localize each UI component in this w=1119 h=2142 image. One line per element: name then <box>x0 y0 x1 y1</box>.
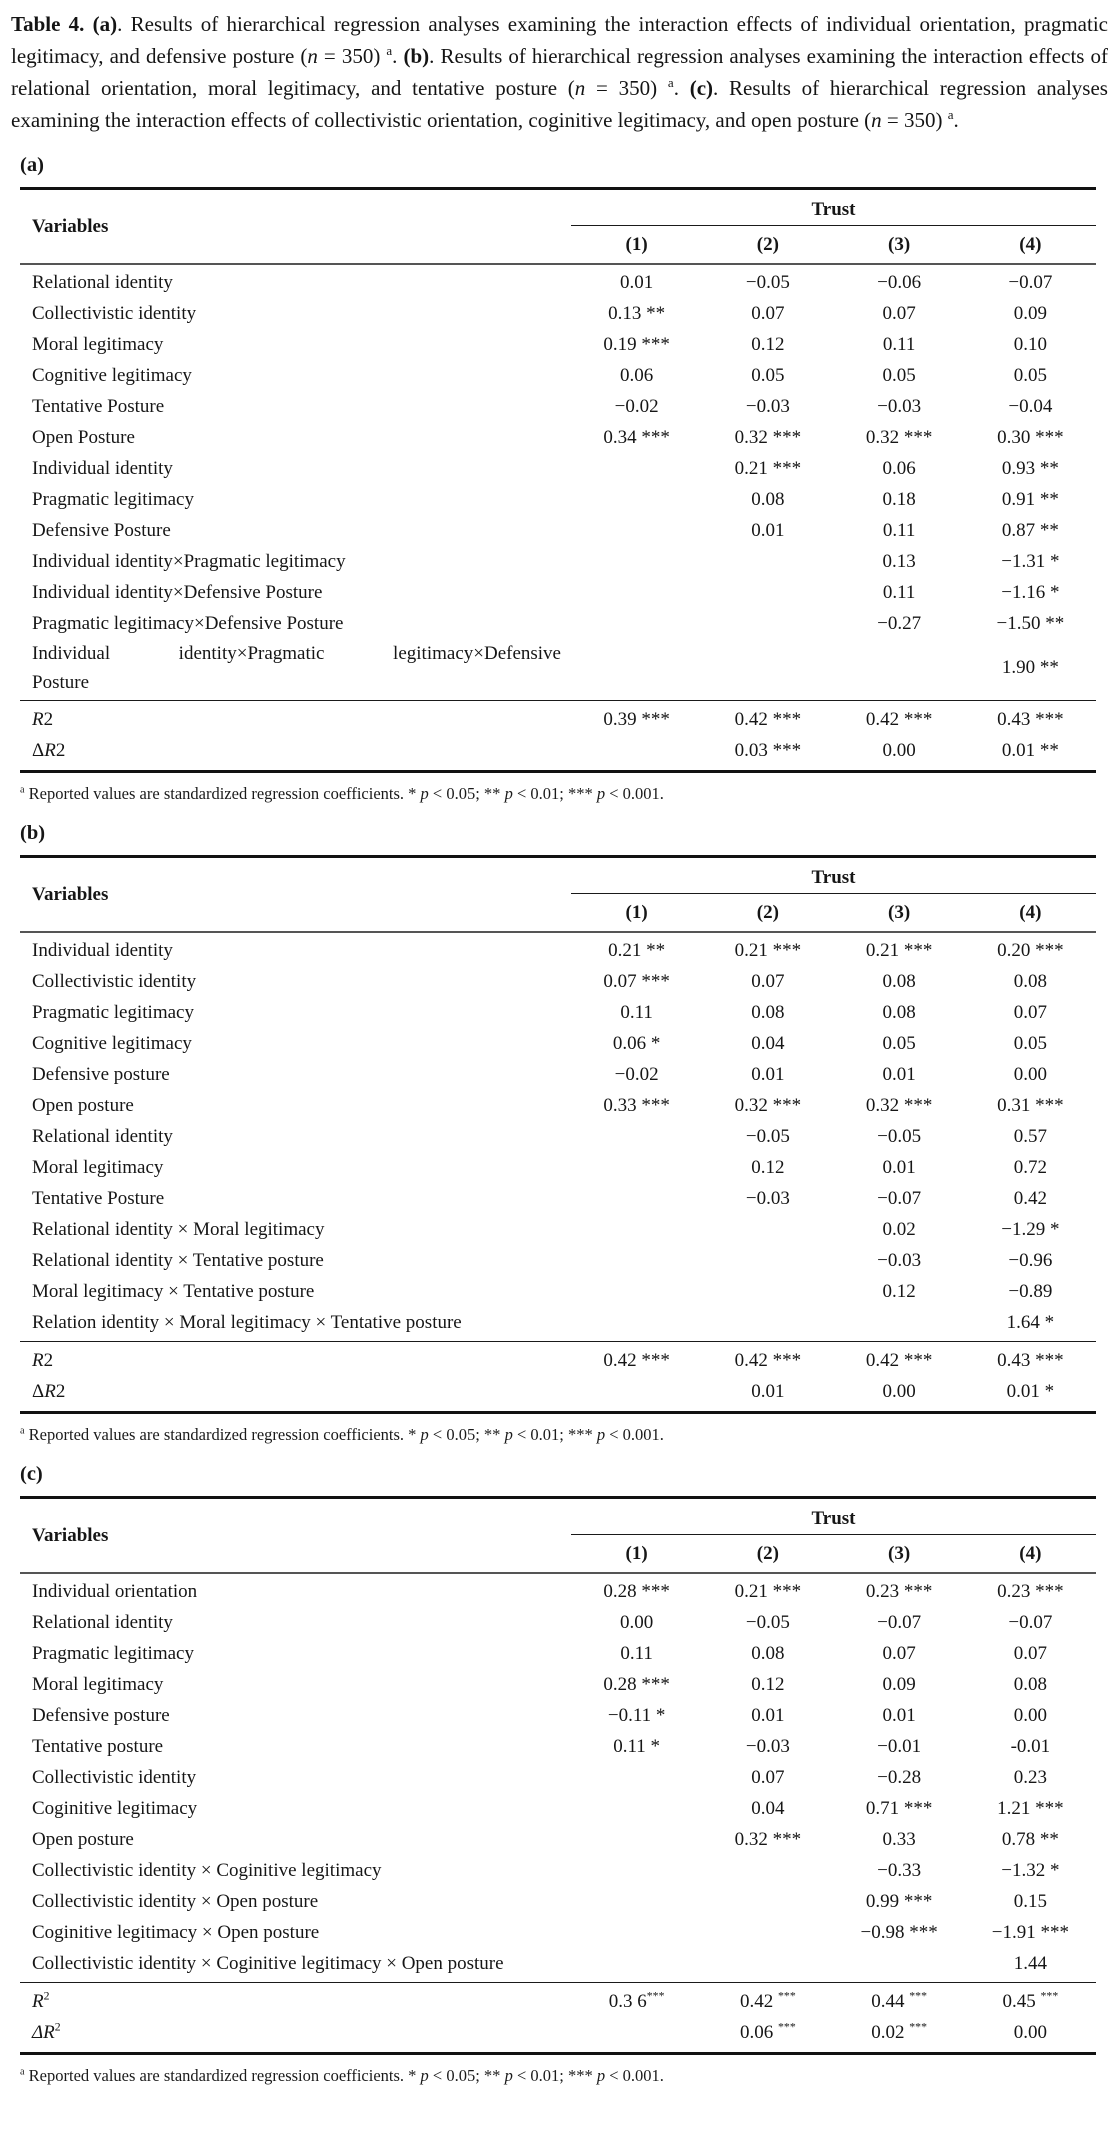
stat-value-cell: 0.39 *** <box>603 708 670 730</box>
table-row <box>20 267 1096 298</box>
variable-label: Individual identity×Pragmatic legitimacy <box>32 550 346 572</box>
stat-value-cell: 0.45 *** <box>1002 1989 1059 2012</box>
coefficient-cell: 0.11 <box>620 1642 653 1664</box>
coefficient-cell: 0.23 <box>1013 1766 1047 1788</box>
coefficient-cell: 0.33 <box>882 1828 916 1850</box>
variable-label: Collectivistic identity × Open posture <box>32 1890 319 1912</box>
variable-label: Relation identity × Moral legitimacy × Tentative posture <box>32 1311 462 1333</box>
variables-column-header: Variables <box>32 883 109 905</box>
model-column-headers <box>571 226 1096 263</box>
table-row <box>20 639 1096 697</box>
variable-label: Pragmatic legitimacy×Defensive Posture <box>32 612 344 634</box>
table-row <box>20 1214 1096 1245</box>
variable-label: Coginitive legitimacy × Open posture <box>32 1921 320 1943</box>
coefficient-cell: −0.05 <box>877 1125 922 1147</box>
table-row <box>20 935 1096 966</box>
table-row <box>20 453 1096 484</box>
coefficient-cell: −0.89 <box>1008 1280 1053 1302</box>
table-row <box>20 484 1096 515</box>
table-c-stats <box>20 1982 1096 2052</box>
variable-label: Individual orientation <box>32 1580 198 1602</box>
trust-group-header: Trust <box>811 1508 856 1529</box>
model-3-header: (3) <box>888 1542 911 1564</box>
table-row <box>20 997 1096 1028</box>
coefficient-cell: −1.50 ** <box>996 612 1065 634</box>
coefficient-cell: 0.31 *** <box>997 1094 1064 1116</box>
variable-label: Defensive posture <box>32 1704 170 1726</box>
stat-label: ΔR2 <box>32 739 66 761</box>
coefficient-cell: 0.23 *** <box>997 1580 1064 1602</box>
stat-label: $\Delta R^2$ <box>32 2020 61 2043</box>
model-column-headers <box>571 894 1096 931</box>
coefficient-cell: 0.04 <box>751 1032 785 1054</box>
variable-label: Open posture <box>32 1828 134 1850</box>
coefficient-cell: 0.91 ** <box>1001 488 1059 510</box>
coefficient-cell: 0.05 <box>882 1032 916 1054</box>
stat-value-cell: 0.00 <box>882 739 916 761</box>
coefficient-cell: 0.21 *** <box>734 457 802 479</box>
stat-value-cell: 0.43 *** <box>997 708 1064 730</box>
stat-value-cell: 0.3 6*** <box>608 1989 665 2012</box>
variable-label: Cognitive legitimacy <box>32 1032 192 1054</box>
variable-label: Individual identity <box>32 939 173 961</box>
table-row <box>20 1731 1096 1762</box>
coefficient-cell: 0.11 <box>620 1001 653 1023</box>
coefficient-cell: 0.32 *** <box>734 1094 802 1116</box>
variables-column-header: Variables <box>32 215 109 237</box>
coefficient-cell: 0.01 <box>751 519 785 541</box>
coefficient-cell: 0.05 <box>1013 1032 1047 1054</box>
table-row <box>20 546 1096 577</box>
variable-label: Pragmatic legitimacy <box>32 1642 194 1664</box>
coefficient-cell: −1.32 * <box>1001 1859 1060 1881</box>
variable-label: Relational identity × Moral legitimacy <box>32 1218 325 1240</box>
coefficient-cell: 0.13 ** <box>608 302 666 324</box>
coefficient-cell: 0.23 *** <box>865 1580 933 1602</box>
table-a-stats <box>20 700 1096 770</box>
coefficient-cell: 0.21 *** <box>734 1580 802 1602</box>
variable-label: Collectivistic identity × Coginitive legitimacy <box>32 1859 382 1881</box>
stat-value-cell: 0.43 *** <box>997 1349 1064 1371</box>
stat-label: ΔR2 <box>32 1380 66 1402</box>
coefficient-cell: 0.08 <box>882 970 916 992</box>
table-row <box>20 422 1096 453</box>
coefficient-cell: −0.03 <box>745 1187 790 1209</box>
model-1-header: (1) <box>625 1542 648 1564</box>
model-1-header: (1) <box>625 901 648 923</box>
coefficient-cell: −0.03 <box>745 1735 790 1757</box>
table-row <box>20 1152 1096 1183</box>
coefficient-cell: 0.07 <box>751 1766 785 1788</box>
coefficient-cell: 0.08 <box>882 1001 916 1023</box>
trust-group <box>571 190 1096 263</box>
stat-value-cell: 0.00 <box>1013 2021 1047 2043</box>
coefficient-cell: −1.91 *** <box>991 1921 1069 1943</box>
table-row <box>20 1669 1096 1700</box>
section-a-label: (a) <box>20 154 44 176</box>
model-3-header: (3) <box>888 233 911 255</box>
table-a-header <box>20 190 1096 265</box>
coefficient-cell: 0.09 <box>882 1673 916 1695</box>
coefficient-cell: 0.05 <box>1013 364 1047 386</box>
coefficient-cell: 0.15 <box>1013 1890 1047 1912</box>
coefficient-cell: 0.30 *** <box>997 426 1064 448</box>
coefficient-cell: 0.00 <box>620 1611 654 1633</box>
coefficient-cell: −1.31 * <box>1001 550 1060 572</box>
coefficient-cell: 0.87 ** <box>1001 519 1059 541</box>
coefficient-cell: −0.05 <box>745 1125 790 1147</box>
table-row <box>20 1762 1096 1793</box>
coefficient-cell: 0.00 <box>1013 1704 1047 1726</box>
coefficient-cell: 1.90 ** <box>1001 657 1059 678</box>
coefficient-cell: 0.06 <box>620 364 654 386</box>
variable-label: Open Posture <box>32 426 135 448</box>
trust-group-header: Trust <box>811 867 856 888</box>
coefficient-cell: 0.11 <box>882 333 916 355</box>
table-row <box>20 1276 1096 1307</box>
coefficient-cell: 0.01 <box>882 1704 916 1726</box>
coefficient-cell: −0.07 <box>1008 271 1053 293</box>
coefficient-cell: 0.12 <box>751 1156 785 1178</box>
variable-label: Relational identity <box>32 1611 173 1633</box>
coefficient-cell: 0.07 <box>1013 1001 1047 1023</box>
coefficient-cell: 0.78 ** <box>1001 1828 1059 1850</box>
coefficient-cell: 0.21 ** <box>608 939 666 961</box>
coefficient-cell: 0.01 <box>751 1063 785 1085</box>
coefficient-cell: 1.44 <box>1013 1952 1047 1974</box>
coefficient-cell: 0.32 *** <box>865 426 933 448</box>
table-row <box>20 360 1096 391</box>
model-1-header: (1) <box>625 233 648 255</box>
table-row <box>20 1886 1096 1917</box>
variable-label: Individual identity×Pragmatic legitimacy×Defensive Posture <box>32 643 561 693</box>
table-row <box>20 1090 1096 1121</box>
regression-table-c <box>20 1496 1096 2055</box>
coefficient-cell: 0.28 *** <box>603 1673 670 1695</box>
coefficient-cell: −0.11 * <box>607 1704 666 1726</box>
stat-value-cell: 0.42 *** <box>740 1989 796 2012</box>
table-row <box>20 1793 1096 1824</box>
table-c-body <box>20 1574 1096 1982</box>
coefficient-cell: 0.07 <box>1013 1642 1047 1664</box>
coefficient-cell: −0.96 <box>1008 1249 1053 1271</box>
variable-label: Tentative Posture <box>32 1187 165 1209</box>
coefficient-cell: 0.18 <box>882 488 916 510</box>
stat-row <box>20 1376 1096 1407</box>
coefficient-cell: 0.12 <box>751 333 785 355</box>
coefficient-cell: 0.09 <box>1013 302 1047 324</box>
stat-value-cell: 0.00 <box>882 1380 916 1402</box>
table-b-body <box>20 933 1096 1341</box>
table-row <box>20 608 1096 639</box>
table-row <box>20 1576 1096 1607</box>
coefficient-cell: 0.72 <box>1013 1156 1047 1178</box>
coefficient-cell: −1.29 * <box>1001 1218 1060 1240</box>
coefficient-cell: −0.02 <box>614 395 659 417</box>
stat-row <box>20 1345 1096 1376</box>
trust-group <box>571 1499 1096 1572</box>
coefficient-cell: 0.11 * <box>613 1735 661 1757</box>
variable-label: Moral legitimacy × Tentative posture <box>32 1280 315 1302</box>
table-row <box>20 1917 1096 1948</box>
variable-label: Moral legitimacy <box>32 1673 164 1695</box>
model-2-header: (2) <box>756 901 779 923</box>
coefficient-cell: −0.02 <box>614 1063 659 1085</box>
table-row <box>20 1245 1096 1276</box>
variable-label: Pragmatic legitimacy <box>32 1001 194 1023</box>
coefficient-cell: 0.07 *** <box>603 970 670 992</box>
coefficient-cell: 0.57 <box>1013 1125 1047 1147</box>
coefficient-cell: 0.10 <box>1013 333 1047 355</box>
table-row <box>20 1855 1096 1886</box>
table-row <box>20 1948 1096 1979</box>
regression-table-b <box>20 855 1096 1414</box>
model-column-headers <box>571 1535 1096 1572</box>
coefficient-cell: −1.16 * <box>1001 581 1060 603</box>
variable-label: Individual identity <box>32 457 173 479</box>
variable-label: Individual identity×Defensive Posture <box>32 581 323 603</box>
variable-label: Open posture <box>32 1094 134 1116</box>
table-a-body <box>20 265 1096 700</box>
variable-label: Tentative posture <box>32 1735 164 1757</box>
stat-value-cell: 0.03 *** <box>734 739 802 761</box>
coefficient-cell: −0.05 <box>745 271 790 293</box>
coefficient-cell: 0.06 * <box>612 1032 661 1054</box>
stat-label: $R^2$ <box>32 1989 50 2012</box>
table-row <box>20 1638 1096 1669</box>
table-row <box>20 515 1096 546</box>
coefficient-cell: 0.07 <box>882 302 916 324</box>
stat-value-cell: 0.02 *** <box>871 2020 927 2043</box>
model-3-header: (3) <box>888 901 911 923</box>
coefficient-cell: 0.02 <box>882 1218 916 1240</box>
variable-label: Relational identity × Tentative posture <box>32 1249 324 1271</box>
table-row <box>20 298 1096 329</box>
coefficient-cell: 0.33 *** <box>603 1094 670 1116</box>
table-row <box>20 1028 1096 1059</box>
table-c-section <box>11 1463 1108 2086</box>
coefficient-cell: −0.06 <box>877 271 922 293</box>
coefficient-cell: 0.08 <box>1013 970 1047 992</box>
coefficient-cell: 0.05 <box>882 364 916 386</box>
variable-label: Collectivistic identity <box>32 302 197 324</box>
coefficient-cell: 0.21 *** <box>865 939 933 961</box>
variable-label: Collectivistic identity <box>32 1766 197 1788</box>
coefficient-cell: −0.05 <box>745 1611 790 1633</box>
coefficient-cell: −0.98 *** <box>860 1921 938 1943</box>
coefficient-cell: 0.32 *** <box>865 1094 933 1116</box>
table-c-footnote: $^a$ Reported values are standardized regression coefficients. * p < 0.05; ** p < 0.01; *** p < 0.001. <box>20 2066 664 2085</box>
coefficient-cell: 0.12 <box>751 1673 785 1695</box>
stat-value-cell: 0.42 *** <box>734 1349 802 1371</box>
coefficient-cell: −0.03 <box>877 1249 922 1271</box>
coefficient-cell: 0.06 <box>882 457 916 479</box>
coefficient-cell: 0.07 <box>882 1642 916 1664</box>
coefficient-cell: 0.19 *** <box>603 333 670 355</box>
section-b-label: (b) <box>20 822 46 844</box>
coefficient-cell: 0.28 *** <box>603 1580 670 1602</box>
stat-value-cell: 0.42 *** <box>734 708 802 730</box>
table-row <box>20 966 1096 997</box>
table-row <box>20 1307 1096 1338</box>
variable-label: Defensive Posture <box>32 519 171 541</box>
coefficient-cell: 1.64 * <box>1006 1311 1055 1333</box>
stat-value-cell: 0.06 *** <box>740 2020 796 2043</box>
coefficient-cell: 0.13 <box>882 550 916 572</box>
table-row <box>20 577 1096 608</box>
variable-label: Cognitive legitimacy <box>32 364 192 386</box>
table-a-footnote: $^a$ Reported values are standardized regression coefficients. * p < 0.05; ** p < 0.01; *** p < 0.001. <box>20 784 664 803</box>
coefficient-cell: 0.01 <box>751 1704 785 1726</box>
variable-label: Collectivistic identity <box>32 970 197 992</box>
coefficient-cell: −0.01 <box>877 1735 922 1757</box>
stat-row <box>20 1986 1096 2017</box>
variable-label: Pragmatic legitimacy <box>32 488 194 510</box>
coefficient-cell: −0.27 <box>877 612 922 634</box>
coefficient-cell: 0.21 *** <box>734 939 802 961</box>
coefficient-cell: -0.01 <box>1010 1735 1051 1757</box>
coefficient-cell: −0.07 <box>877 1611 922 1633</box>
coefficient-cell: 0.11 <box>882 581 916 603</box>
variables-column-header: Variables <box>32 1524 109 1546</box>
table-row <box>20 1700 1096 1731</box>
stat-label: R2 <box>32 1349 54 1371</box>
table-row <box>20 1121 1096 1152</box>
variable-label: Coginitive legitimacy <box>32 1797 198 1819</box>
section-c-label: (c) <box>20 1463 43 1485</box>
coefficient-cell: 0.71 *** <box>865 1797 933 1819</box>
stat-label: R2 <box>32 708 54 730</box>
coefficient-cell: 0.20 *** <box>997 939 1064 961</box>
stat-value-cell: 0.01 ** <box>1001 739 1059 761</box>
coefficient-cell: 0.93 ** <box>1001 457 1059 479</box>
table-row <box>20 1824 1096 1855</box>
coefficient-cell: 0.05 <box>751 364 785 386</box>
coefficient-cell: 0.08 <box>751 488 785 510</box>
model-4-header: (4) <box>1019 901 1042 923</box>
coefficient-cell: 0.08 <box>751 1001 785 1023</box>
table-c-header <box>20 1499 1096 1574</box>
table-row <box>20 329 1096 360</box>
table-a-section <box>11 154 1108 804</box>
coefficient-cell: −0.03 <box>745 395 790 417</box>
table-row <box>20 391 1096 422</box>
regression-table-a <box>20 187 1096 773</box>
coefficient-cell: −0.07 <box>877 1187 922 1209</box>
coefficient-cell: 0.32 *** <box>734 426 802 448</box>
table-row <box>20 1183 1096 1214</box>
coefficient-cell: 0.07 <box>751 302 785 324</box>
coefficient-cell: 0.34 *** <box>603 426 670 448</box>
variable-label: Defensive posture <box>32 1063 170 1085</box>
table-row <box>20 1059 1096 1090</box>
model-2-header: (2) <box>756 1542 779 1564</box>
trust-group-header: Trust <box>811 199 856 220</box>
coefficient-cell: −0.07 <box>1008 1611 1053 1633</box>
table-b-section <box>11 822 1108 1445</box>
stat-row <box>20 735 1096 766</box>
variable-label: Moral legitimacy <box>32 333 164 355</box>
coefficient-cell: 0.01 <box>882 1156 916 1178</box>
coefficient-cell: −0.33 <box>877 1859 922 1881</box>
stat-value-cell: 0.01 * <box>1006 1380 1055 1402</box>
coefficient-cell: −0.04 <box>1008 395 1053 417</box>
variable-label: Tentative Posture <box>32 395 165 417</box>
model-4-header: (4) <box>1019 1542 1042 1564</box>
coefficient-cell: 0.08 <box>751 1642 785 1664</box>
coefficient-cell: −0.03 <box>877 395 922 417</box>
model-4-header: (4) <box>1019 233 1042 255</box>
stat-row <box>20 2017 1096 2048</box>
coefficient-cell: 0.04 <box>751 1797 785 1819</box>
variable-label: Relational identity <box>32 1125 173 1147</box>
coefficient-cell: 0.32 *** <box>734 1828 802 1850</box>
coefficient-cell: 0.00 <box>1013 1063 1047 1085</box>
stat-row <box>20 704 1096 735</box>
stat-value-cell: 0.44 *** <box>871 1989 927 2012</box>
coefficient-cell: 0.11 <box>882 519 916 541</box>
trust-group <box>571 858 1096 931</box>
variable-label: Relational identity <box>32 271 173 293</box>
stat-value-cell: 0.01 <box>751 1380 785 1402</box>
stat-value-cell: 0.42 *** <box>865 708 933 730</box>
variable-label: Collectivistic identity × Coginitive legitimacy × Open posture <box>32 1952 504 1974</box>
coefficient-cell: −0.28 <box>877 1766 922 1788</box>
coefficient-cell: 0.08 <box>1013 1673 1047 1695</box>
coefficient-cell: 0.42 <box>1013 1187 1047 1209</box>
coefficient-cell: 0.99 *** <box>865 1890 933 1912</box>
table-row <box>20 1607 1096 1638</box>
stat-value-cell: 0.42 *** <box>603 1349 670 1371</box>
table-caption: Table 4. (a). Results of hierarchical regression analyses examining the interaction effects of individual orientation, pragmatic legitimacy, and defensive posture (n = 350) $^a$. (b). Results of hierarchical regression analyses examining the interaction effects of relational orientation, moral legitimacy, and tentative posture (n = 350) $^a$. (c). Results of hierarchical regression analyses examining the interaction effects of collectivistic orientation, coginitive legitimacy, and open posture (n = 350) $^a$. <box>11 12 1109 132</box>
coefficient-cell: 0.07 <box>751 970 785 992</box>
table-b-stats <box>20 1341 1096 1411</box>
table-b-footnote: $^a$ Reported values are standardized regression coefficients. * p < 0.05; ** p < 0.01; *** p < 0.001. <box>20 1425 664 1444</box>
variable-label: Moral legitimacy <box>32 1156 164 1178</box>
coefficient-cell: 1.21 *** <box>997 1797 1064 1819</box>
coefficient-cell: 0.12 <box>882 1280 916 1302</box>
model-2-header: (2) <box>756 233 779 255</box>
coefficient-cell: 0.01 <box>620 271 654 293</box>
stat-value-cell: 0.42 *** <box>865 1349 933 1371</box>
table-b-header <box>20 858 1096 933</box>
coefficient-cell: 0.01 <box>882 1063 916 1085</box>
